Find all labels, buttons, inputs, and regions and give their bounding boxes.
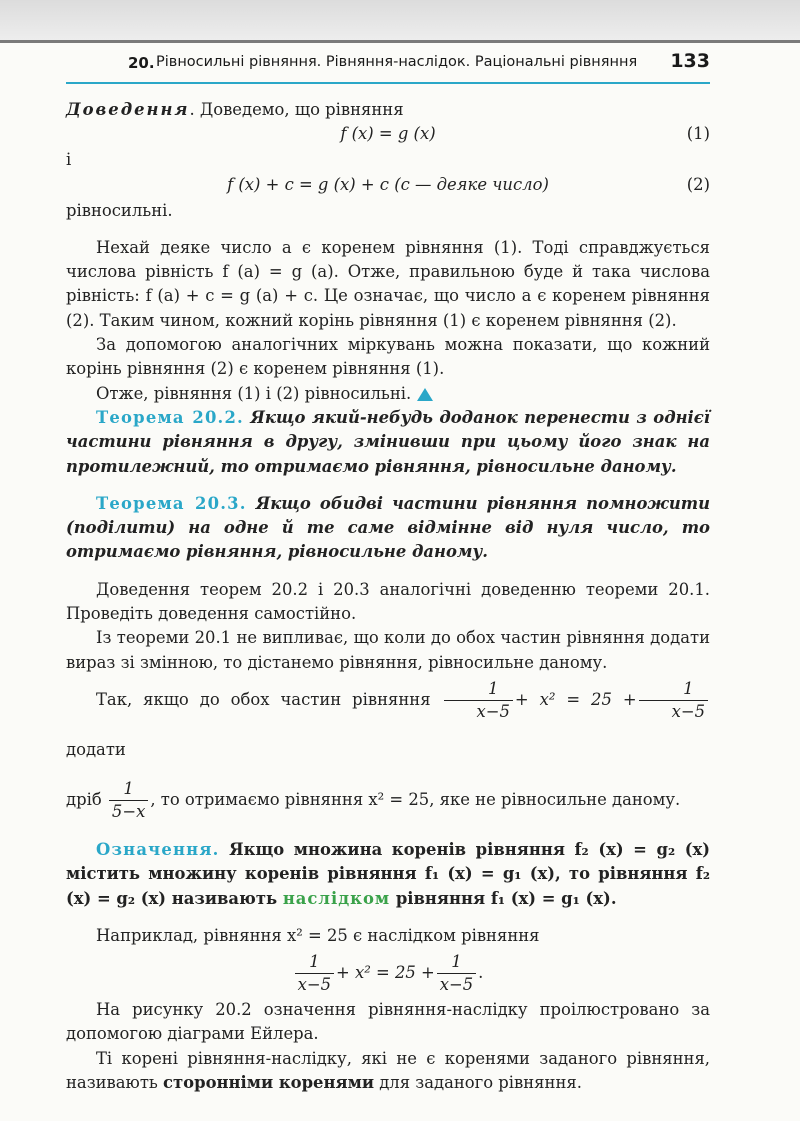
proofs-paragraph: Доведення теорем 20.2 і 20.3 аналогічні доведенню теореми 20.1. Проведіть доведення самостійно. — [66, 579, 710, 624]
definition — [66, 838, 710, 911]
fraction-1 — [444, 678, 513, 723]
example-2-middle: + x² = 25 + — [336, 963, 435, 983]
top-bar — [0, 0, 800, 42]
top-bar-border — [0, 40, 800, 43]
conjunction: і — [66, 150, 72, 170]
definition-label: Означення. — [96, 839, 220, 859]
page-content — [66, 98, 710, 1095]
proof-conclusion: Отже, рівняння (1) і (2) рівносильні. — [96, 383, 412, 403]
proof-intro-text: . Доведемо, що рівняння — [189, 100, 404, 119]
not-follow-paragraph: Із теореми 20.1 не випливає, що коли до обох частин рівняння додати вираз зі змінною, то дістанемо рівняння, рівносильне даному. — [66, 628, 710, 672]
fraction-5-denominator: x−5 — [439, 975, 474, 995]
example-2-equation — [66, 948, 710, 998]
closing-paragraph-1: На рисунку 20.2 означення рівняння-наслідку проілюстровано за допомогою діаграми Ейлера. — [66, 1000, 710, 1044]
fraction-4-denominator: x−5 — [297, 975, 332, 995]
fraction-3-numerator: 1 — [109, 778, 148, 801]
section-number: 20. — [128, 54, 155, 72]
proof-label: Доведення — [66, 100, 190, 119]
proof-intro — [66, 98, 710, 122]
equation-2-tag: (2) — [686, 174, 710, 194]
page-number: 133 — [670, 50, 710, 72]
proof-paragraph-1: Нехай деяке число a є коренем рівняння (1). Тоді справджується числова рівність f (a) = g (a). Отже, правильною буде й така числова рівність: f (a) + c = g (a) + c. Це означає, що число a є коренем рівняння (2). Таким чином, кожний корінь рівняння (1) є коренем рівняння (2). — [66, 237, 710, 330]
example-2-end: . — [478, 963, 484, 983]
theorem-20-2-text: Якщо який-небудь доданок перенести з однієї частини рівняння в другу, змінивши при цьому його знак на протилежний, то отримаємо рівняння, рівносильне даному. — [66, 407, 710, 476]
closing-end: для заданого рівняння. — [374, 1073, 582, 1093]
closing-start: Ті корені рівняння-наслідку, які не є коренями заданого рівняння, називають — [66, 1048, 710, 1093]
fraction-1-numerator: 1 — [444, 678, 513, 701]
fraction-4 — [295, 951, 334, 996]
fraction-2-numerator: 1 — [639, 678, 708, 701]
definition-term: наслідком — [282, 888, 391, 908]
fraction-1-denominator: x−5 — [476, 701, 510, 721]
fraction-4-numerator: 1 — [295, 951, 334, 974]
theorem-20-3-text: Якщо обидві частини рівняння помножити (поділити) на одне й те саме відмінне від нуля число, то отримаємо рівняння, рівносильне даному. — [66, 493, 710, 562]
end-of-proof-triangle-icon — [417, 388, 433, 401]
extraneous-roots-term: сторонніми коренями — [163, 1073, 374, 1093]
example-start: Так, якщо до обох частин рівняння — [96, 689, 431, 709]
example-add: додати — [66, 739, 126, 759]
section-title: Рівносильні рівняння. Рівняння-наслідок. Раціональні рівняння — [156, 54, 638, 70]
equation-1-text: f (x) = g (x) — [340, 124, 436, 144]
proof-after: рівносильні. — [66, 200, 173, 220]
fraction-5-numerator: 1 — [437, 951, 476, 974]
example-line — [66, 675, 710, 775]
equation-2-text: f (x) + c = g (x) + c (c — деяке число) — [227, 174, 549, 194]
equation-2 — [66, 173, 710, 199]
proof-paragraph-2: За допомогою аналогічних міркувань можна показати, що кожний корінь рівняння (2) є коренем рівняння (1). — [66, 335, 710, 379]
closing-paragraph-2 — [66, 1047, 710, 1096]
proof-paragraph-3 — [66, 382, 710, 406]
fraction-2 — [639, 678, 708, 723]
drib-word: дріб — [66, 789, 102, 809]
theorem-20-3-label: Теорема 20.3. — [96, 493, 247, 513]
definition-text-2: рівняння f₁ (x) = g₁ (x). — [390, 888, 617, 908]
equation-1 — [66, 122, 710, 148]
theorem-20-2-label: Теорема 20.2. — [96, 407, 244, 427]
fraction-3 — [109, 778, 148, 823]
example-2-text: Наприклад, рівняння x² = 25 є наслідком рівняння — [96, 925, 540, 945]
theorem-20-3 — [66, 492, 710, 565]
example-continued — [66, 775, 710, 825]
example-end: , то отримаємо рівняння x² = 25, яке не рівносильне даному. — [150, 789, 681, 809]
definition-text-1: Якщо множина коренів рівняння f₂ (x) = g₂ (x) містить множину коренів рівняння f₁ (x) = g₁ (x), то рівняння f₂ (x) = g₂ (x) називають — [66, 839, 710, 908]
equation-1-tag: (1) — [686, 124, 710, 144]
page-header — [66, 50, 710, 84]
theorem-20-2 — [66, 406, 710, 479]
fraction-2-denominator: x−5 — [671, 701, 705, 721]
fraction-3-denominator: 5−x — [111, 801, 146, 821]
fraction-5 — [437, 951, 476, 996]
example-equation-middle: + x² = 25 + — [514, 689, 637, 709]
